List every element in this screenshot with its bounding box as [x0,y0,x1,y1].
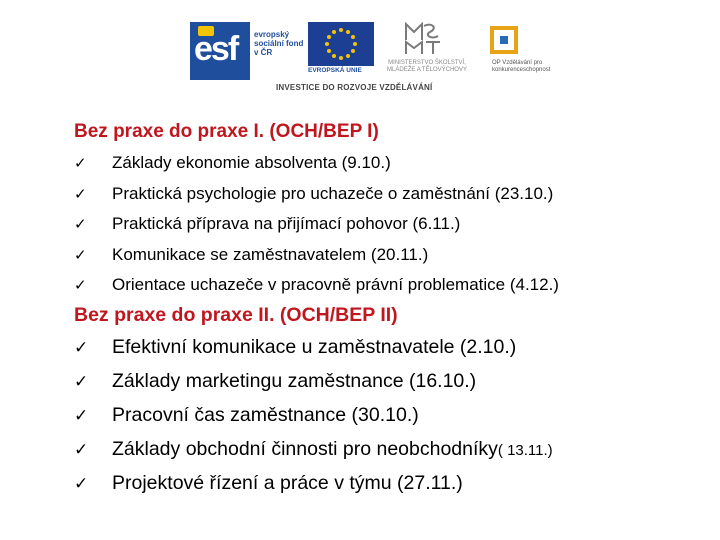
course-list [74,120,704,501]
section-2-heading: Bez praxe do praxe II. (OCH/BEP II) [74,303,398,326]
list-item-text: Projektové řízení a práce v týmu (27.11.) [112,471,463,494]
checkmark-icon: ✓ [74,276,87,294]
op-logo [478,22,551,80]
eu-caption: EVROPSKÁ UNIE [308,67,362,74]
section-1-heading: Bez praxe do praxe I. (OCH/BEP I) [74,121,379,142]
msmt-logo [382,22,470,80]
list-item-text: Základy obchodní činnosti pro neobchodníky [112,437,498,460]
list-item-text: Efektivní komunikace u zaměstnavatele (2.10.) [112,335,517,358]
checkmark-icon: ✓ [74,337,89,358]
list-item [74,148,704,179]
list-item [74,399,704,433]
checkmark-icon: ✓ [74,184,87,203]
list-item-text: Praktická psychologie pro uchazeče o zaměstnání (23.10.) [112,183,554,203]
list-item [74,209,704,240]
msmt-caption: MINISTERSTVO ŠKOLSTVÍ, MLÁDEŽE A TĚLOVÝCHOVY [387,60,467,74]
list-item-text: Orientace uchazeče v pracovně právní problematice (4.12.) [112,275,559,294]
esf-logo [190,22,304,80]
esf-logo-mark [190,22,250,80]
esf-caption: evropský sociální fond v ČR [254,30,304,58]
checkmark-icon: ✓ [74,154,87,172]
eu-flag-icon [308,22,374,66]
list-item-text: Praktická příprava na přijímací pohovor (6.11.) [112,214,461,233]
list-item-text: Základy marketingu zaměstnance (16.10.) [112,369,477,392]
checkmark-icon: ✓ [74,439,89,460]
op-mark-icon [486,22,522,58]
list-item-text: Komunikace se zaměstnavatelem (20.11.) [112,244,429,264]
list-item-text: Základy ekonomie absolventa (9.10.) [112,153,391,172]
checkmark-icon: ✓ [74,245,87,264]
eu-logo [308,22,374,80]
checkmark-icon: ✓ [74,215,87,233]
list-item-date: ( 13.11.) [497,441,553,459]
esf-logo-text: esf [194,30,238,68]
list-item [74,179,704,210]
list-item [74,433,704,467]
section-1-list [74,148,704,301]
list-item [74,331,704,365]
checkmark-icon: ✓ [74,405,89,426]
list-item-text: Pracovní čas zaměstnance (30.10.) [112,403,419,426]
section-2-list [74,331,704,501]
list-item [74,365,704,399]
list-item [74,240,704,271]
list-item [74,467,704,501]
checkmark-icon: ✓ [74,473,89,494]
investment-tagline: INVESTICE DO ROZVOJE VZDĚLÁVÁNÍ [276,83,433,92]
checkmark-icon: ✓ [74,371,89,392]
list-item [74,270,704,301]
op-caption: OP Vzdělávání pro konkurenceschopnost [492,60,551,74]
msmt-mark-icon [402,22,442,56]
